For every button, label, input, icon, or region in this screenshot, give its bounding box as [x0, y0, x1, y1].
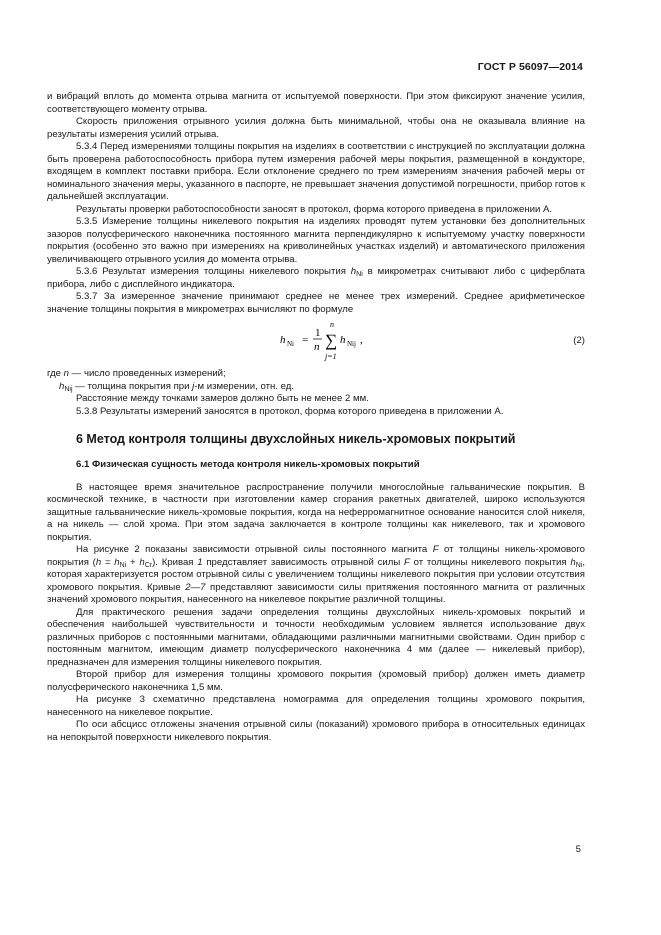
- formula-frac-num: 1: [315, 327, 321, 339]
- text: , которая характеризуется ростом отрывной силы с увеличением толщины никелевого покрытия при условии отсутствия хромового покрытия. Кривые: [47, 556, 585, 593]
- paragraph-5-3-7: 5.3.7 За измеренное значение принимают среднее не менее трех измерений. Среднее арифметическое значение толщины покрытия в микрометрах вычисляют по формуле: [47, 291, 585, 315]
- variable: n: [63, 368, 70, 379]
- variable: h: [95, 556, 102, 568]
- paragraph: Расстояние между точками замеров должно быть не менее 2 мм.: [76, 393, 369, 404]
- text: На рисунке 2 показаны зависимости отрывной силы постоянного магнита: [76, 544, 433, 555]
- document-header: ГОСТ Р 56097—2014: [477, 61, 583, 73]
- variable: j: [192, 380, 195, 392]
- text: от толщины никель-хромового покрытия (: [47, 544, 585, 568]
- variable: F: [404, 556, 410, 568]
- variable: F: [432, 544, 439, 555]
- section-title: 6 Метод контроля толщины двухслойных никель-хромовых покрытий: [76, 432, 516, 446]
- paragraph: Результаты проверки работоспособности заносят в протокол, форма которого приведена в приложении А.: [76, 203, 553, 215]
- curve-ref: 1: [197, 556, 203, 568]
- paragraph: [47, 544, 585, 607]
- formula-equals: =: [302, 334, 309, 346]
- text: — толщина покрытия при: [72, 380, 193, 392]
- variable: h: [139, 556, 145, 568]
- paragraph: Скорость приложения отрывного усилия должна быть минимальной, чтобы она не оказывала влияние на результаты измерения усилий отрыва.: [47, 116, 585, 140]
- text: +: [126, 556, 140, 568]
- paragraph: На рисунке 3 схематично представлена номограмма для определения толщины хромового покрытия, нанесенного на никелевое покрытие.: [47, 694, 585, 718]
- paragraph: В настоящее время значительное распространение получили многослойные гальванические покрытия. В космической технике, в частности при изготовлении камер сгорания ракетных двигателей, широко используются защитные гальванические никель-хромовые покрытия, когда на неферромагнитное основание наносится слой никеля, а на никель — слой хрома. При этом задача заключается в контроле толщины как никелевого, так и хромового покрытия.: [47, 481, 585, 543]
- formula-number: (2): [573, 335, 585, 346]
- formula-term: h: [340, 334, 346, 346]
- subscript: Ni: [575, 561, 583, 569]
- paragraph: Второй прибор для измерения толщины хромового покрытия (хромовый прибор) должен иметь диаметр полусферического наконечника 1,5 мм.: [47, 669, 585, 693]
- text: представляет зависимость отрывной силы: [202, 556, 405, 568]
- formula-2: [47, 318, 585, 366]
- text: 5.3.6 Результат измерения толщины никелевого покрытия: [76, 266, 351, 277]
- text: от толщины никелевого покрытия: [409, 556, 571, 568]
- text: — число проведенных измерений;: [69, 368, 226, 379]
- formula-expression: [280, 318, 440, 366]
- formula-frac-den: n: [314, 341, 320, 353]
- paragraph: Для практического решения задачи определения толщины двухслойных никель-хромовых покрытий и обеспечения наибольшей чувствительности и точности необходимым условием является использование двух различных приборов с постоянными магнитами, обладающими различными магнитными свойствами. Один прибор с постоянным магнитом, имеющим диаметр полусферического наконечника 4 мм (далее — никелевый прибор), предназначен для измерения толщины никелевого покрытия.: [47, 606, 585, 668]
- paragraph: По оси абсцисс отложены значения отрывной силы (показаний) хромового прибора в относительных единицах на непокрытой поверхности никелевого покрытия.: [47, 719, 585, 743]
- paragraph-continuation: и вибраций вплоть до момента отрыва магнита от испытуемой поверхности. При этом фиксируют значение усилия, соответствующего моменту отрыва.: [47, 91, 585, 115]
- variable: h: [59, 380, 65, 392]
- where-line: [47, 381, 585, 394]
- formula-term-sub: Nij: [347, 340, 356, 348]
- text: =: [101, 556, 115, 568]
- variable: h: [570, 556, 576, 568]
- paragraph-5-3-8: 5.3.8 Результаты измерений заносятся в протокол, форма которого приведена в приложении А.: [76, 405, 504, 417]
- formula-lhs-sub: Ni: [287, 340, 294, 348]
- sum-lower: j=1: [325, 352, 337, 361]
- variable: h: [350, 266, 357, 277]
- subscript: Ni: [119, 561, 127, 569]
- where-line: [47, 368, 585, 381]
- sum-sign: ∑: [325, 331, 338, 350]
- text: ). Кривая: [152, 556, 198, 568]
- text: представляют зависимости силы притяжения постоянного магнита от различных значений хромового покрытия, нанесенного на никелевое покрытие различной толщины.: [47, 581, 585, 605]
- subsection-title: 6.1 Физическая сущность метода контроля никель-хромовых покрытий: [76, 459, 420, 470]
- paragraph-5-3-5: 5.3.5 Измерение толщины никелевого покрытия на изделиях проводят путем установки без дополнительных зазоров полусферического наконечника постоянного магнита перпендикулярно к испытуемому участку поверхности покрытия (особенно это важно при измерениях на криволинейных участках изделий) и автоматического приложения увеличивающего отрывного усилия до момента отрыва.: [47, 216, 585, 265]
- document-body: [47, 91, 585, 744]
- formula-lhs: h: [280, 334, 286, 346]
- variable: h: [114, 556, 120, 568]
- formula-comma: ,: [360, 334, 363, 346]
- subscript: Ni: [356, 271, 363, 278]
- text: -м измерении, отн. ед.: [194, 380, 294, 392]
- curve-ref: 2—7: [185, 581, 206, 593]
- subscript: Cr: [144, 561, 153, 569]
- paragraph-5-3-4: 5.3.4 Перед измерениями толщины покрытия на изделиях в соответствии с инструкцией по эксплуатации должна быть проверена работоспособность прибора путем измерения рабочей меры покрытия, размещенной в кондукторе, входящем в комплект поставки прибора. Если отклонение среднего по трем измерениям значения рабочей меры от номинального значения меры, указанного в паспорте, не превышает значения допустимой погрешности, прибор готов к дальнейшей эксплуатации.: [47, 141, 585, 202]
- sum-upper: n: [330, 320, 334, 329]
- paragraph-5-3-6: [47, 266, 585, 291]
- text: где: [47, 368, 64, 379]
- subscript: Nij: [64, 385, 73, 393]
- page-number: 5: [575, 844, 581, 855]
- text: в микрометрах считывают либо с циферблата прибора, либо с дисплейного индикатора.: [47, 266, 585, 290]
